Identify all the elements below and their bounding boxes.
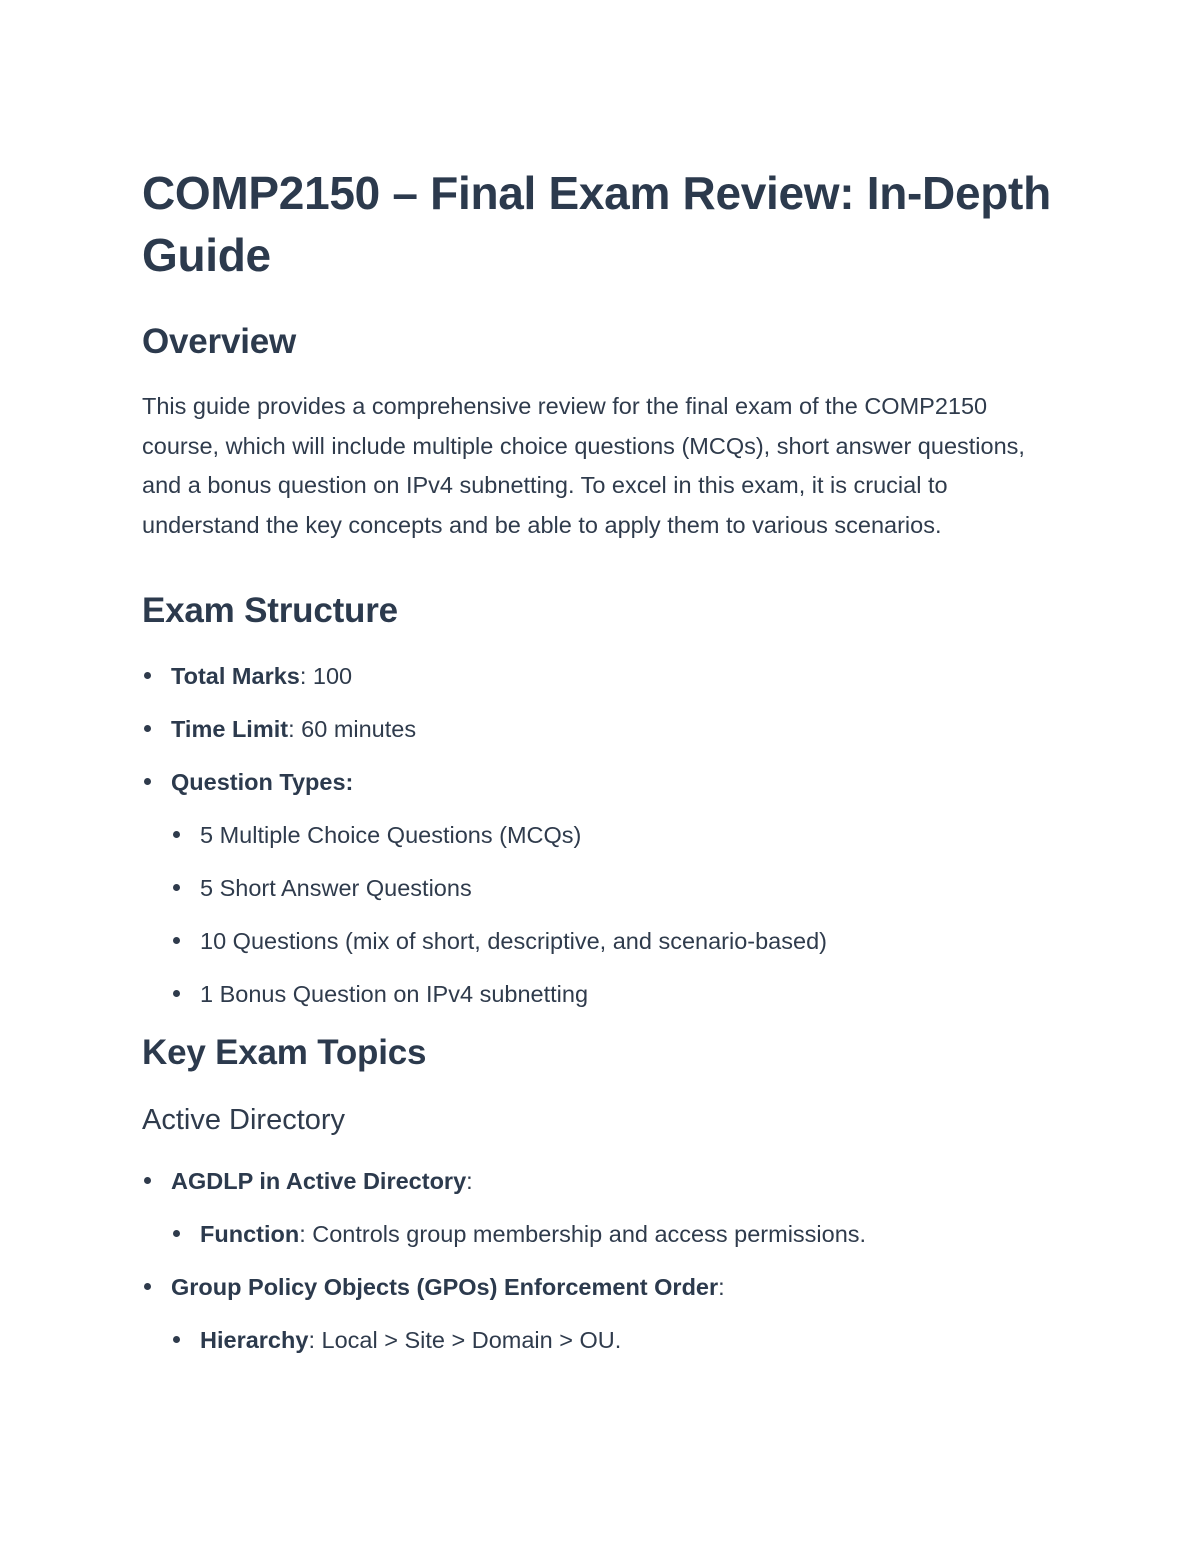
list-item-question-type [142, 978, 1062, 1010]
time-limit-value: : 60 minutes [288, 716, 417, 742]
active-directory-list [142, 1165, 1062, 1356]
agdlp-suffix: : [466, 1168, 473, 1194]
key-exam-topics-heading: Key Exam Topics [142, 1033, 427, 1072]
overview-paragraph: This guide provides a comprehensive review for the final exam of the COMP2150 course, which will include multiple choice questions (MCQs), short answer questions, and a bonus question on IPv4 subnetting. To excel in this exam, it is crucial to understand the key concepts and be able to apply them to various scenarios. [142, 393, 1025, 538]
bullet-icon [144, 672, 151, 679]
document-title: COMP2150 – Final Exam Review: In-Depth Guide [142, 167, 1051, 281]
list-item-agdlp [142, 1165, 1062, 1197]
document-page [142, 162, 1062, 1377]
function-value: : Controls group membership and access permissions. [299, 1221, 867, 1247]
exam-structure-heading: Exam Structure [142, 591, 398, 630]
list-item-time-limit [142, 713, 1062, 745]
bullet-icon [144, 725, 151, 732]
question-type-text: 5 Short Answer Questions [200, 875, 472, 901]
time-limit-label: Time Limit [171, 716, 289, 742]
list-item-question-types [142, 766, 1062, 798]
question-type-text: 10 Questions (mix of short, descriptive, and scenario-based) [200, 928, 827, 954]
question-types-label: Question Types [171, 769, 346, 795]
exam-structure-list [142, 660, 1062, 1010]
bullet-icon [144, 1177, 151, 1184]
bullet-icon [173, 1230, 180, 1237]
total-marks-label: Total Marks [171, 663, 300, 689]
list-item-question-type [142, 819, 1062, 851]
gpo-suffix: : [718, 1274, 725, 1300]
list-item-function [142, 1218, 1062, 1250]
bullet-icon [173, 990, 180, 997]
list-item-question-type [142, 925, 1062, 957]
overview-heading: Overview [142, 322, 297, 361]
bullet-icon [173, 831, 180, 838]
active-directory-heading: Active Directory [142, 1104, 346, 1136]
list-item-total-marks [142, 660, 1062, 692]
bullet-icon [144, 1283, 151, 1290]
question-types-suffix: : [345, 769, 354, 795]
question-type-text: 1 Bonus Question on IPv4 subnetting [200, 981, 589, 1007]
hierarchy-value: : Local > Site > Domain > OU. [308, 1327, 622, 1353]
bullet-icon [144, 778, 151, 785]
total-marks-value: : 100 [299, 663, 353, 689]
list-item-hierarchy [142, 1324, 1062, 1356]
gpo-label: Group Policy Objects (GPOs) Enforcement Order [171, 1274, 719, 1300]
agdlp-label: AGDLP in Active Directory [171, 1168, 467, 1194]
list-item-question-type [142, 872, 1062, 904]
list-item-gpo-order [142, 1271, 1062, 1303]
bullet-icon [173, 884, 180, 891]
bullet-icon [173, 937, 180, 944]
hierarchy-label: Hierarchy [200, 1327, 309, 1353]
bullet-icon [173, 1336, 180, 1343]
function-label: Function [200, 1221, 300, 1247]
question-type-text: 5 Multiple Choice Questions (MCQs) [200, 822, 582, 848]
